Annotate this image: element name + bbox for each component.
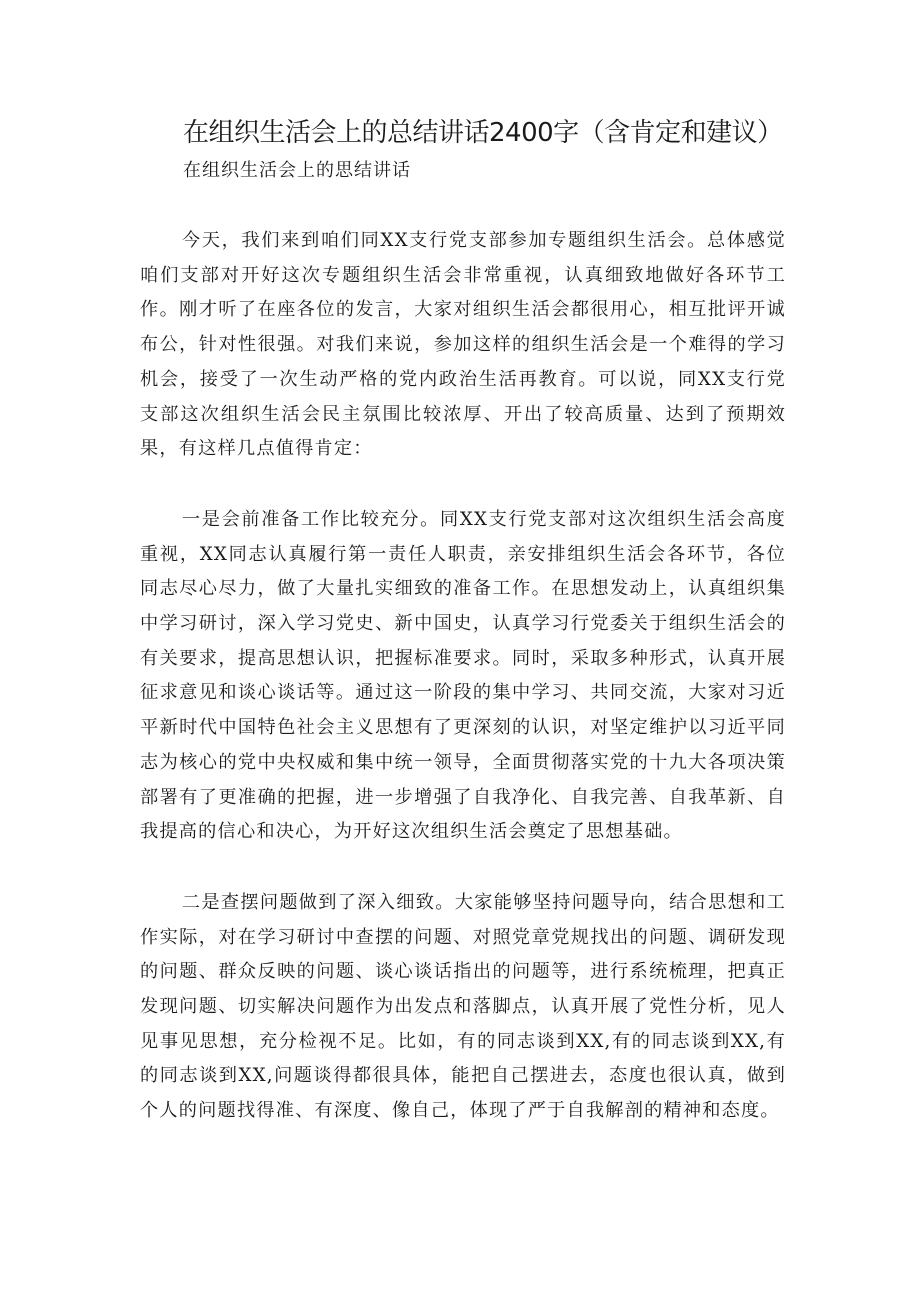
paragraph-point-two: 二是查摆问题做到了深入细致。大家能够坚持问题导向，结合思想和工作实际，对在学习研讨中查摆的问题、对照党章党规找出的问题、调研发现的问题、群众反映的问题、谈心谈话指出的问题等，进行系统梳理，把真正发现问题、切实解决问题作为出发点和落脚点，认真开展了党性分析，见人见事见思想，充分检视不足。比如，有的同志谈到XX,有的同志谈到XX,有的同志谈到XX,问题谈得都很具体，能把自己摆进去，态度也很认真，做到个人的问题找得准、有深度、像自己，体现了严于自我解剖的精神和态度。 xyxy=(140,891,786,1122)
paragraph-point-one: 一是会前准备工作比较充分。同XX支行党支部对这次组织生活会高度重视，XX同志认真履行第一责任人职责，亲安排组织生活会各环节，各位同志尽心尽力，做了大量扎实细致的准备工作。在思想发动上，认真组织集中学习研讨，深入学习党史、新中国史，认真学习行党委关于组织生活会的有关要求，提高思想认识，把握标准要求。同时，采取多种形式，认真开展征求意见和谈心谈话等。通过这一阶段的集中学习、共同交流，大家对习近平新时代中国特色社会主义思想有了更深刻的认识，对坚定维护以习近平同志为核心的党中央权威和集中统一领导，全面贯彻落实党的十九大各项决策部署有了更准确的把握，进一步增强了自我净化、自我完善、自我革新、自我提高的信心和决心，为开好这次组织生活会奠定了思想基础。 xyxy=(140,508,786,843)
document-title: 在组织生活会上的总结讲话2400字（含肯定和建议） xyxy=(183,118,783,148)
paragraph-intro: 今天，我们来到咱们同XX支行党支部参加专题组织生活会。总体感觉咱们支部对开好这次专题组织生活会非常重视，认真细致地做好各环节工作。刚才听了在座各位的发言，大家对组织生活会都很用心，相互批评开诚布公，针对性很强。对我们来说，参加这样的组织生活会是一个难得的学习机会，接受了一次生动严格的党内政治生活再教育。可以说，同XX支行党支部这次组织生活会民主氛围比较浓厚、开出了较高质量、达到了预期效果，有这样几点值得肯定： xyxy=(140,230,786,460)
document-body xyxy=(140,224,786,1165)
document-subtitle: 在组织生活会上的思结讲话 xyxy=(183,160,411,181)
